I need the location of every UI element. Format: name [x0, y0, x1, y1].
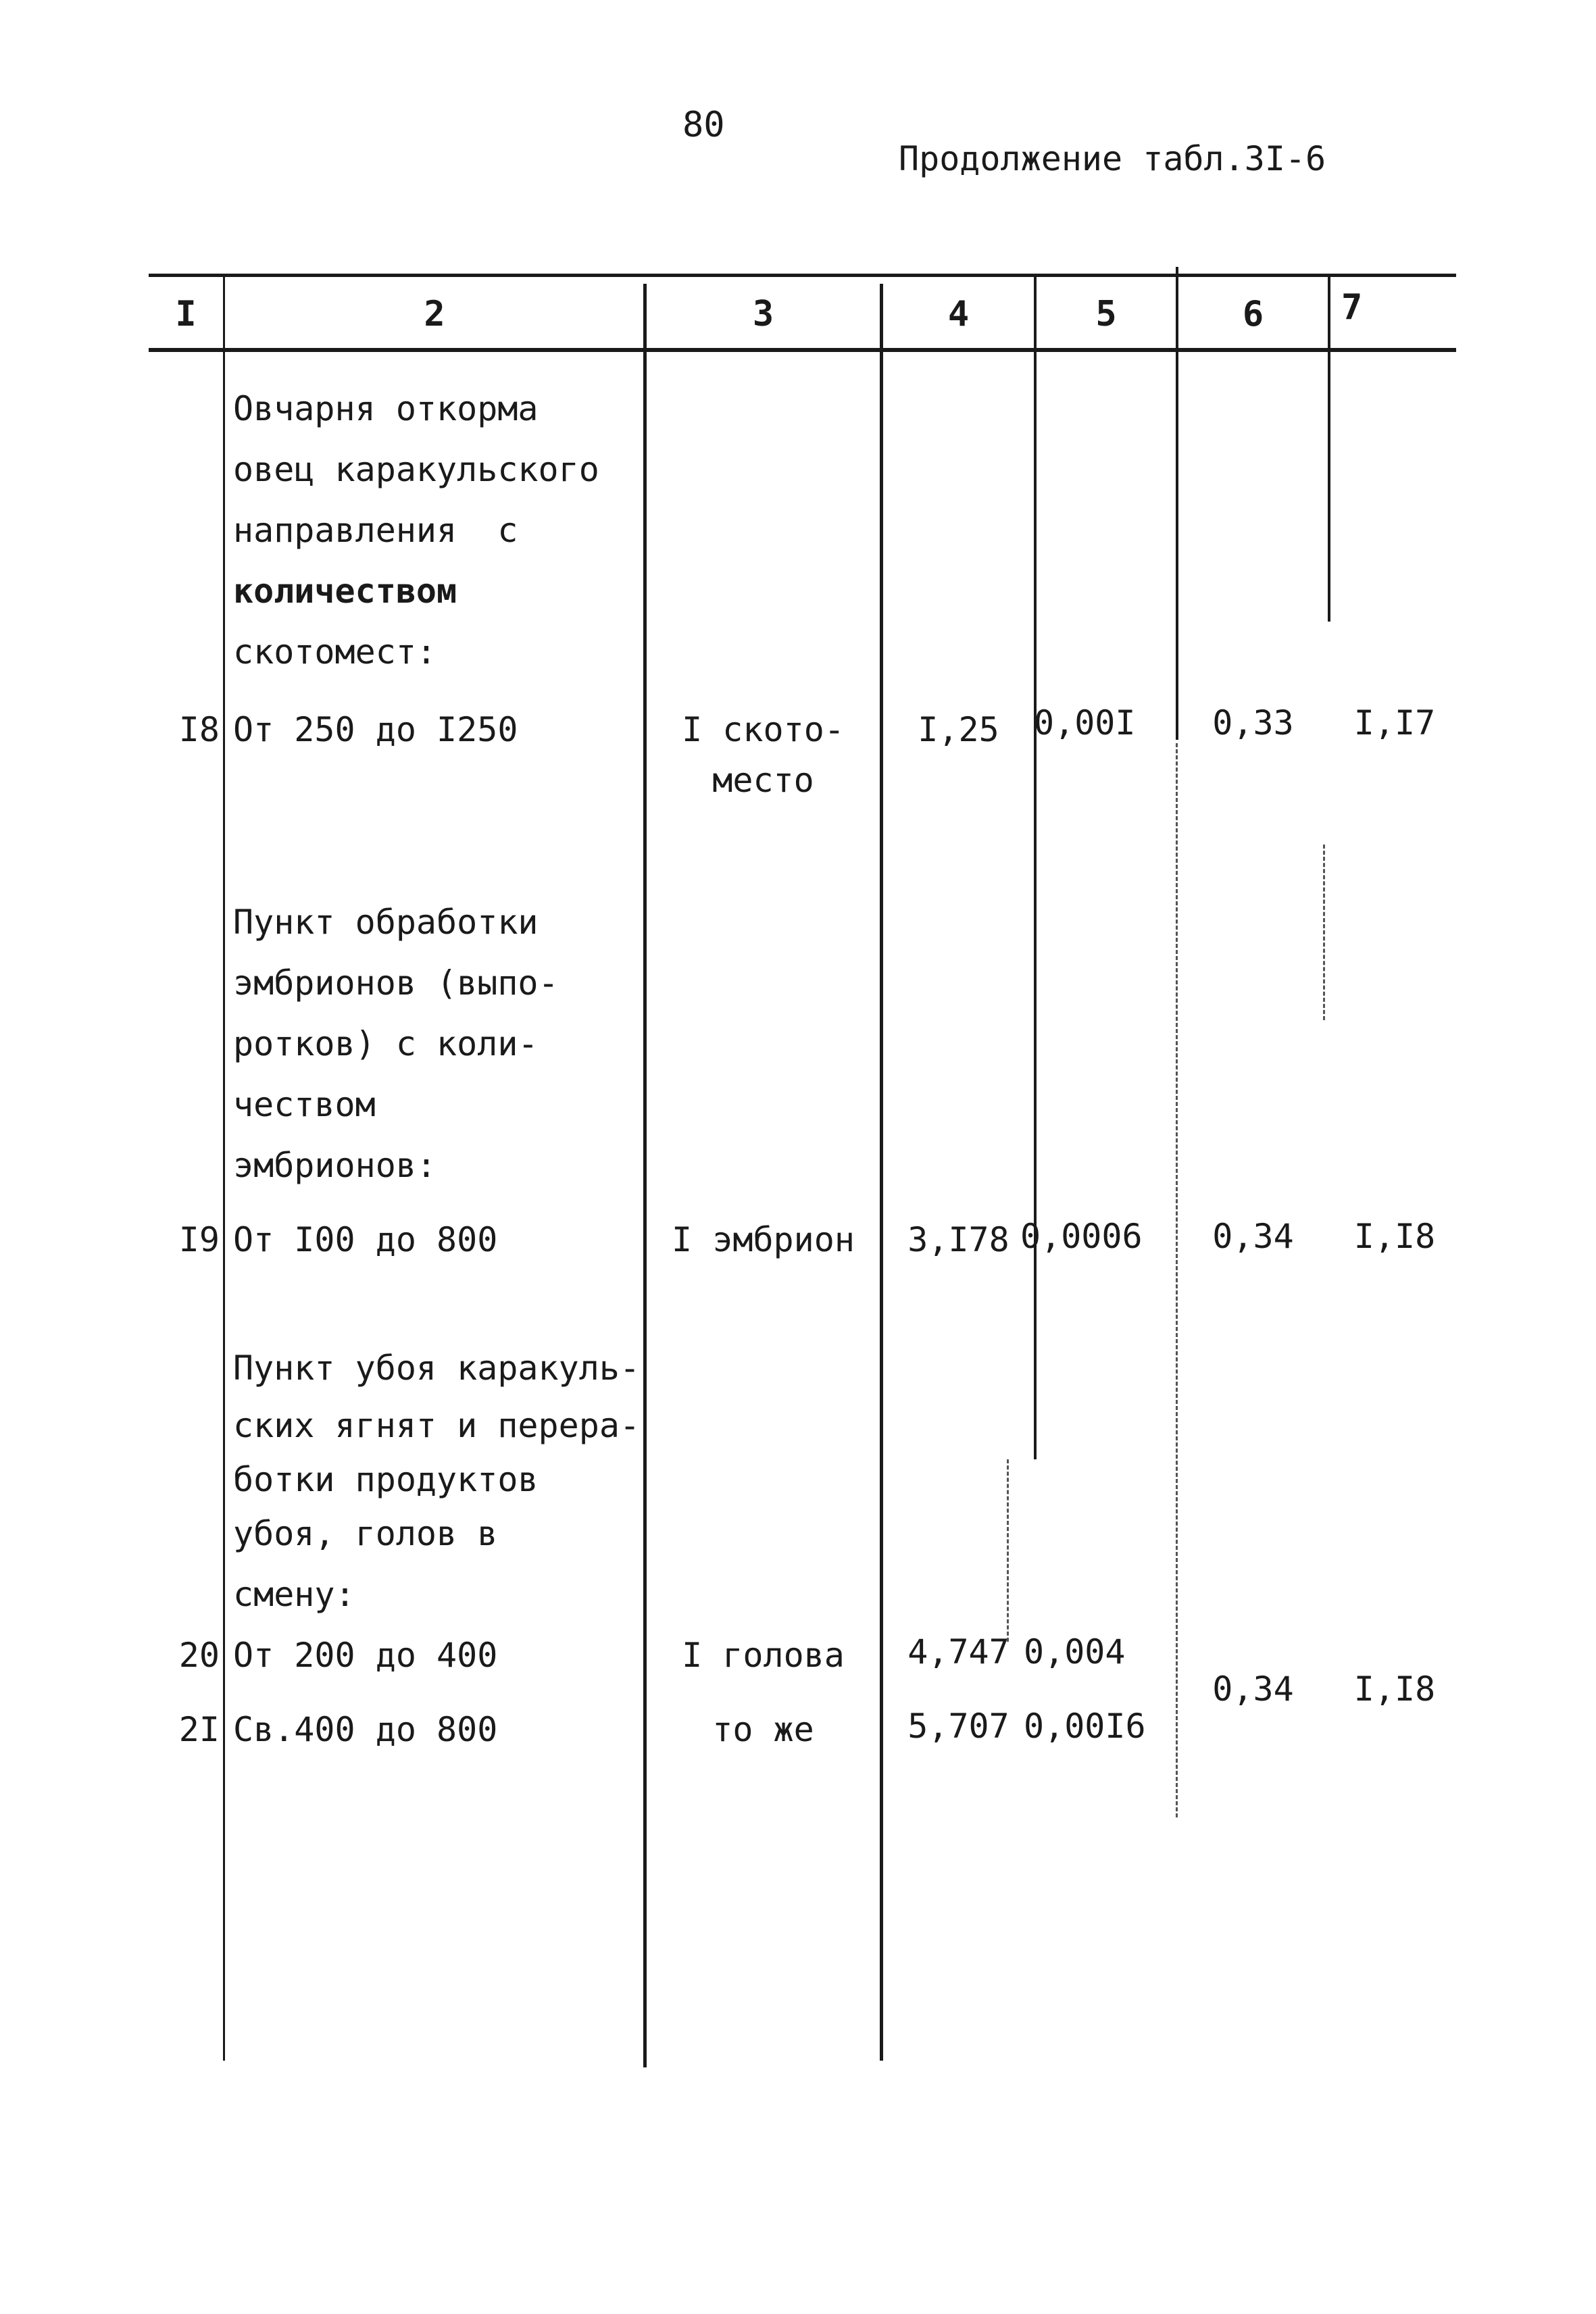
col-divider-5-dashed — [1176, 743, 1178, 1817]
header-col-4: 4 — [947, 294, 970, 334]
row-range: От 200 до 400 — [233, 1636, 498, 1675]
row-col-7: I,I8 — [1353, 1217, 1436, 1256]
header-col-3: 3 — [752, 294, 774, 334]
col-divider-4-dashed — [1007, 1459, 1009, 1642]
group-title-line: Овчарня откорма — [233, 389, 539, 428]
group-title-line: скотомест: — [233, 632, 437, 672]
row-col-5: 0,00I — [1034, 703, 1136, 743]
shared-col-6: 0,34 — [1212, 1669, 1294, 1709]
row-col-4: 5,707 — [907, 1707, 1009, 1746]
row-unit: I эмбрион — [672, 1220, 855, 1259]
col-divider-1 — [223, 277, 225, 2061]
row-unit: место — [712, 761, 814, 800]
col-divider-2 — [643, 284, 647, 2067]
group-title-line: количеством — [233, 572, 457, 611]
row-number: I9 — [178, 1220, 220, 1259]
group-title-line: эмбрионов (выпо- — [233, 963, 559, 1003]
col-divider-5 — [1176, 267, 1178, 740]
row-col-4: 4,747 — [907, 1632, 1009, 1671]
header-bottom-rule — [149, 348, 1456, 352]
row-range: От I00 до 800 — [233, 1220, 498, 1259]
continuation-caption: Продолжение табл.3I-6 — [899, 139, 1326, 178]
group-title-line: убоя, голов в — [233, 1514, 498, 1553]
row-col-5: 0,004 — [1024, 1632, 1126, 1671]
row-col-5: 0,00I6 — [1024, 1707, 1146, 1746]
row-col-6: 0,34 — [1212, 1217, 1294, 1256]
row-number: I8 — [178, 710, 220, 749]
table-top-rule — [149, 274, 1456, 277]
row-col-4: 3,I78 — [907, 1220, 1009, 1259]
group-title-line: овец каракульского — [233, 450, 599, 489]
col-divider-4 — [1034, 277, 1037, 1459]
row-range: Св.400 до 800 — [233, 1710, 498, 1749]
col-divider-3 — [880, 284, 883, 2061]
row-col-6: 0,33 — [1212, 703, 1294, 743]
group-title-line: направления с — [233, 511, 518, 550]
row-unit: то же — [712, 1710, 814, 1749]
row-col-7: I,I7 — [1353, 703, 1436, 743]
group-title-line: эмбрионов: — [233, 1146, 437, 1185]
page-number: 80 — [682, 105, 725, 145]
shared-col-7: I,I8 — [1353, 1669, 1436, 1709]
group-title-line: смену: — [233, 1575, 355, 1614]
header-col-5: 5 — [1095, 294, 1117, 334]
col-divider-6-dashed — [1323, 845, 1325, 1020]
row-range: От 250 до I250 — [233, 710, 518, 749]
row-col-4: I,25 — [918, 710, 999, 749]
group-title-line: ботки продуктов — [233, 1460, 539, 1499]
header-col-6: 6 — [1242, 294, 1264, 334]
header-col-7: 7 — [1341, 287, 1363, 328]
row-unit: I голова — [682, 1636, 845, 1675]
group-title-line: чеством — [233, 1085, 376, 1124]
header-col-1: I — [175, 294, 197, 334]
row-number: 2I — [178, 1710, 220, 1749]
header-col-2: 2 — [424, 294, 445, 334]
group-title-line: Пункт убоя каракуль- — [233, 1349, 641, 1388]
row-number: 20 — [178, 1636, 220, 1675]
row-unit: I ското- — [682, 710, 845, 749]
group-title-line: Пункт обработки — [233, 903, 539, 942]
col-divider-6 — [1328, 277, 1330, 622]
group-title-line: ских ягнят и перера- — [233, 1406, 641, 1445]
row-col-5: 0,0006 — [1020, 1217, 1143, 1256]
group-title-line: ротков) с коли- — [233, 1024, 539, 1063]
